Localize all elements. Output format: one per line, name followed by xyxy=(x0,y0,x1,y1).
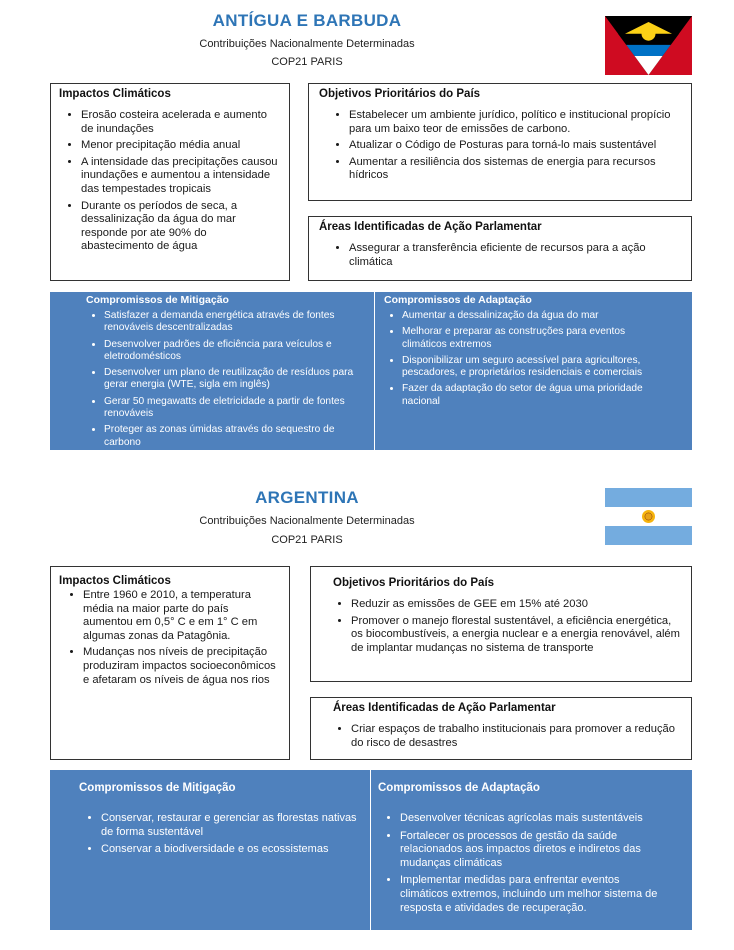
subtitle: Contribuições Nacionalmente Determinadas xyxy=(199,515,415,527)
list-item: • Erosão costeira acelerada e aumento de inundações xyxy=(81,109,281,136)
panel-divider xyxy=(374,292,375,450)
list-item: • Melhorar e preparar as construções para eventos climáticos extremos xyxy=(402,326,668,351)
list-item: • Gerar 50 megawatts de eletricidade a partir de fontes renováveis xyxy=(104,396,366,421)
list-item: • Menor precipitação média anual xyxy=(81,139,281,153)
list-item: • Satisfazer a demanda energética através de fontes renováveis descentralizadas xyxy=(104,310,366,335)
list-item: • Atualizar o Código de Posturas para torná-lo mais sustentável xyxy=(349,139,683,153)
argentina-flag xyxy=(605,488,692,545)
commitments-panel xyxy=(50,292,692,450)
adaptation-list xyxy=(378,812,668,915)
country-title: ANTÍGUA E BARBUDA xyxy=(212,11,402,30)
list-item: • Reduzir as emissões de GEE em 15% até 2030 xyxy=(351,598,683,612)
mitigation-list xyxy=(79,812,365,857)
adaptation-list xyxy=(384,310,668,408)
list-item: • Disponibilizar um seguro acessível para agricultores, pescadores, e proprietários residenciais e comerciais xyxy=(402,355,668,380)
commitments-panel xyxy=(50,770,692,930)
impacts-list xyxy=(59,109,281,254)
list-item: • A intensidade das precipitações causou inundações e aumentou a intensidade das tempestades tropicais xyxy=(81,156,281,197)
mitigation-heading: Compromissos de Mitigação xyxy=(79,782,236,794)
impacts-box xyxy=(50,83,290,281)
list-item: • Conservar, restaurar e gerenciar as florestas nativas de forma sustentável xyxy=(101,812,365,839)
parliament-box xyxy=(310,697,692,760)
parliament-list xyxy=(333,723,683,750)
parliament-heading: Áreas Identificadas de Ação Parlamentar xyxy=(319,221,542,233)
panel-divider xyxy=(370,770,371,930)
list-item: • Proteger as zonas úmidas através do sequestro de carbono xyxy=(104,424,366,449)
list-item: • Desenvolver um plano de reutilização de resíduos para gerar energia (WTE, sigla em inglês) xyxy=(104,367,366,392)
adaptation-column xyxy=(378,782,668,919)
list-item: • Aumentar a resiliência dos sistemas de energia para recursos hídricos xyxy=(349,156,683,183)
impacts-heading: Impactos Climáticos xyxy=(59,575,171,587)
country-title: ARGENTINA xyxy=(255,488,359,507)
list-item: • Desenvolver técnicas agrícolas mais sustentáveis xyxy=(400,812,668,826)
list-item: • Implementar medidas para enfrentar eventos climáticos extremos, incluindo um melhor sistema de resposta e atividades de recuperação. xyxy=(400,874,668,915)
impacts-box xyxy=(50,566,290,760)
mitigation-column xyxy=(86,294,366,453)
subtitle-cop: COP21 PARIS xyxy=(271,56,343,68)
parliament-box xyxy=(308,216,692,281)
list-item: • Criar espaços de trabalho institucionais para promover a redução do risco de desastres xyxy=(351,723,683,750)
list-item: • Estabelecer um ambiente jurídico, político e institucional propício para um baixo teor de emissões de carbono. xyxy=(349,109,683,136)
subtitle: Contribuições Nacionalmente Determinadas xyxy=(199,38,415,50)
subtitle-cop: COP21 PARIS xyxy=(271,534,343,546)
list-item: • Mudanças nos níveis de precipitação produziram impactos socioeconômicos e afetaram os níveis de água nos rios xyxy=(83,646,281,687)
adaptation-heading: Compromissos de Adaptação xyxy=(378,782,540,794)
mitigation-heading: Compromissos de Mitigação xyxy=(86,294,229,306)
list-item: • Fortalecer os processos de gestão da saúde relacionados aos impactos diretos e indiretos das mudanças climáticas xyxy=(400,830,668,871)
objectives-list xyxy=(333,598,683,655)
list-item: • Aumentar a dessalinização da água do mar xyxy=(402,310,668,322)
objectives-list xyxy=(319,109,683,183)
parliament-list xyxy=(319,242,683,269)
impacts-heading: Impactos Climáticos xyxy=(59,88,171,100)
objectives-heading: Objetivos Prioritários do País xyxy=(333,577,495,589)
list-item: • Durante os períodos de seca, a dessalinização da água do mar responde por ate 90% do abastecimento de água xyxy=(81,200,281,254)
objectives-box xyxy=(310,566,692,682)
mitigation-list xyxy=(86,310,366,449)
antigua-barbuda-flag xyxy=(605,16,692,75)
list-item: • Conservar a biodiversidade e os ecossistemas xyxy=(101,843,365,857)
adaptation-heading: Compromissos de Adaptação xyxy=(384,294,532,306)
list-item: • Fazer da adaptação do setor de água uma prioridade nacional xyxy=(402,383,668,408)
parliament-heading: Áreas Identificadas de Ação Parlamentar xyxy=(333,702,556,714)
list-item: • Assegurar a transferência eficiente de recursos para a ação climática xyxy=(349,242,683,269)
adaptation-column xyxy=(384,294,668,412)
impacts-list xyxy=(59,589,281,687)
list-item: • Entre 1960 e 2010, a temperatura média na maior parte do país aumentou em 0,5° C e em 1° C em algumas zonas da Patagônia. xyxy=(83,589,281,643)
list-item: • Desenvolver padrões de eficiência para veículos e eletrodomésticos xyxy=(104,339,366,364)
list-item: • Promover o manejo florestal sustentável, a eficiência energética, os biocombustíveis, a energia nuclear e a energia renovável, além de implantar mudanças no sistema de transporte xyxy=(351,615,683,656)
mitigation-column xyxy=(79,782,365,861)
objectives-box xyxy=(308,83,692,201)
objectives-heading: Objetivos Prioritários do País xyxy=(319,88,481,100)
